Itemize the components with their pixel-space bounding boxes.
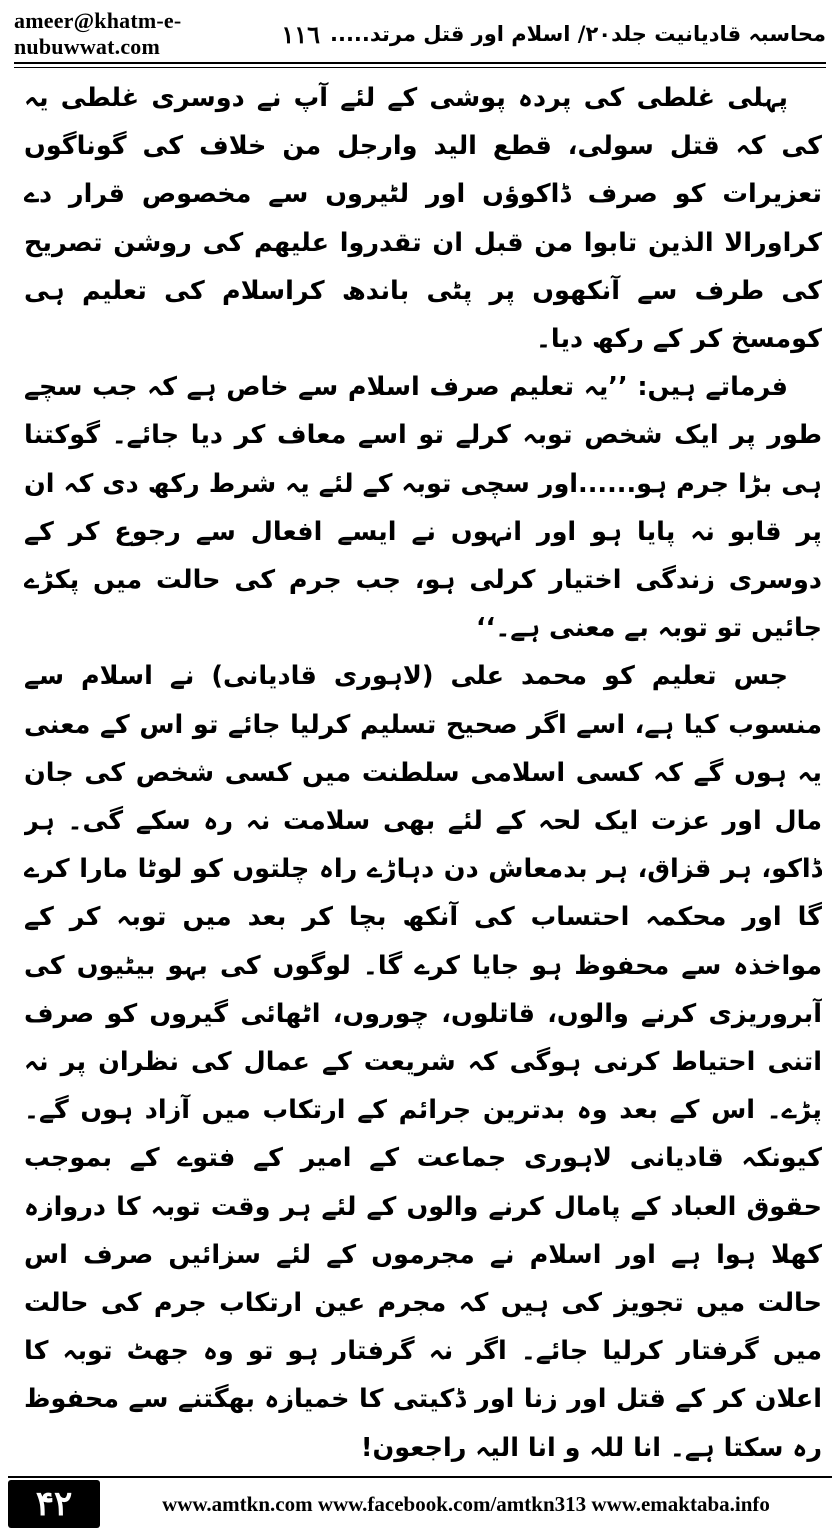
paragraph-1: پہلی غلطی کی پردہ پوشی کے لئے آپ نے دوسری غلطی یہ کی کہ قتل سولی، قطع الید وارجل من خلاف کی گوناگوں تعزیرات کو صرف ڈاکوؤں اور لٹیروں سے مخصوص قرار دے کراورالا الذین تابوا من قبل ان تقدروا علیھم کی روشن تصریح کی طرف سے آنکھوں پر پٹی باندھ کراسلام کی تعلیم ہی کومسخ کر کے رکھ دیا۔ — [24, 83, 822, 355]
header-email[interactable]: ameer@khatm-e-nubuwwat.com — [14, 8, 182, 59]
footer-links[interactable]: www.amtkn.com www.facebook.com/amtkn313 www.emaktaba.info — [162, 1491, 770, 1516]
header-book-title: محاسبہ قادیانیت جلد۲۰/ اسلام اور قتل مرتد..... — [329, 22, 826, 46]
page-footer — [8, 1478, 832, 1530]
footer-page-number: ۴۲ — [8, 1480, 100, 1528]
header-divider-thin — [14, 67, 826, 68]
paragraph-3: جس تعلیم کو محمد علی (لاہوری قادیانی) نے اسلام سے منسوب کیا ہے، اسے اگر صحیح تسلیم کرلیا جائے تو اس کے معنی یہ ہوں گے کہ کسی اسلامی سلطنت میں کسی شخص کی جان مال اور عزت ایک لحہ کے لئے بھی سلامت نہ رہ سکے گی۔ ہر ڈاکو، ہر قزاق، ہر بدمعاش دن دہاڑے راہ چلتوں کو لوٹا مارا کرے گا اور محکمہ احتساب کی آنکھ بچا کر بعد میں توبہ کر کے مواخذہ سے محفوظ ہو جایا کرے گا۔ لوگوں کی بہو بیٹیوں کی آبروریزی کرنے والوں، قاتلوں، چوروں، اٹھائی گیروں کو صرف اتنی احتیاط کرنی ہوگی کہ شریعت کے عمال کی نظران پر نہ پڑے۔ اس کے بعد وہ بدترین جرائم کے ارتکاب میں آزاد ہوں گے۔ کیونکہ قادیانی لاہوری جماعت کے امیر کے فتوے کے بموجب حقوق العباد کے پامال کرنے والوں کے لئے ہر وقت توبہ کا دروازہ کھلا ہوا ہے اور اسلام نے مجرموں کے لئے سزائیں صرف اس حالت میں تجویز کی ہیں کہ مجرم عین ارتکاب جرم کی حالت میں گرفتار کرلیا جائے۔ اگر نہ گرفتار ہو تو وہ جھٹ توبہ کا اعلان کر کے قتل اور زنا اور ڈکیتی کا خمیازہ بھگتنے سے محفوظ رہ سکتا ہے۔ انا للہ و انا الیہ راجعون! — [24, 661, 822, 1463]
page-body — [24, 74, 822, 1466]
header-page-number: ۱۱٦ — [281, 19, 320, 49]
paragraph-2: فرماتے ہیں: ’’یہ تعلیم صرف اسلام سے خاص ہے کہ جب سچے طور پر ایک شخص توبہ کرلے تو اسے معاف کر دیا جائے۔ گوکتنا ہی بڑا جرم ہو......اور سچی توبہ کے لئے یہ شرط رکھ دی کہ ان پر قابو نہ پایا ہو اور انہوں نے ایسے افعال سے رجوع کر کے دوسری زندگی اختیار کرلی ہو، جب جرم کی حالت میں پکڑے جائیں تو توبہ بے معنی ہے۔‘‘ — [24, 372, 822, 644]
page-header — [14, 8, 826, 60]
header-divider — [14, 62, 826, 64]
